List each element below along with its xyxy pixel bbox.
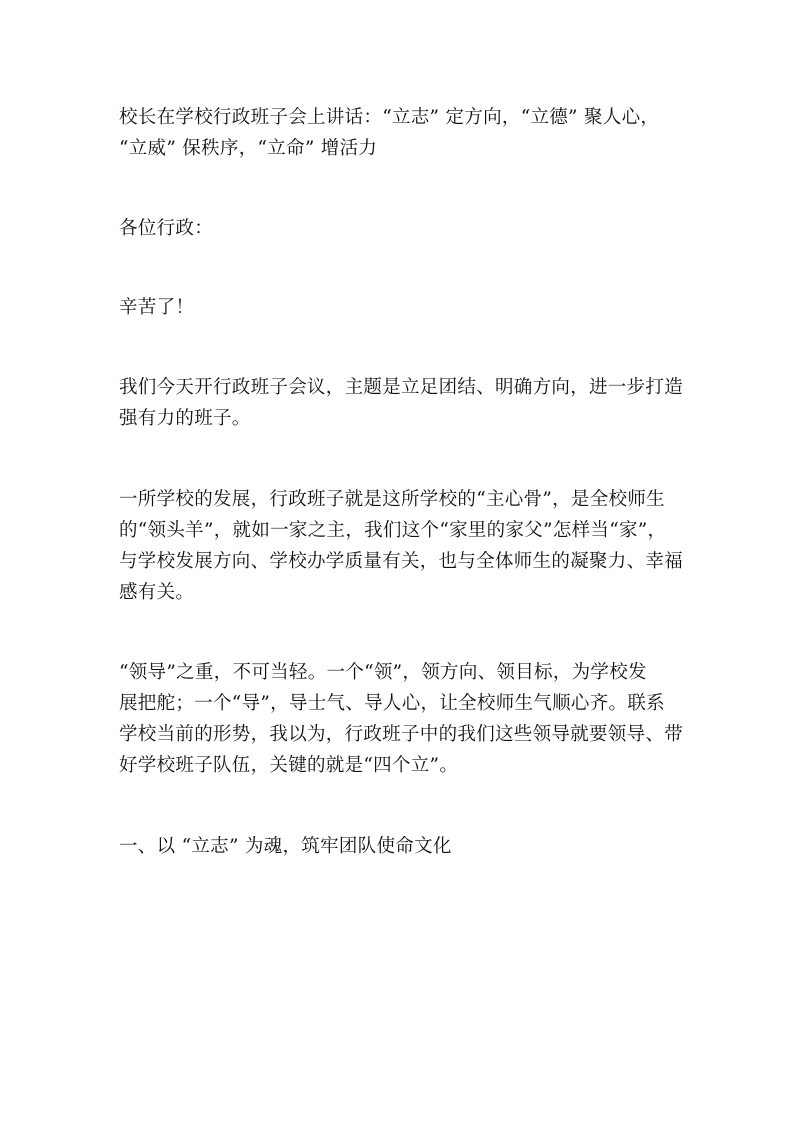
greeting: 各位行政： [119, 218, 214, 239]
paragraph-line: 强有力的班子。 [119, 408, 251, 429]
intro-paragraph [119, 372, 689, 434]
paragraph-line: 感有关。 [119, 582, 195, 603]
leadership-paragraph [119, 657, 689, 781]
thanks-line: 辛苦了！ [119, 297, 195, 318]
paragraph-line: 学校当前的形势，我以为，行政班子中的我们这些领导就要领导、带 [119, 724, 684, 745]
paragraph-line: 的“领头羊”，就如一家之主，我们这个“家里的家父”怎样当“家”， [119, 520, 667, 541]
paragraph-line: 展把舵；一个“导”，导士气、导人心，让全校师生气顺心齐。联系 [119, 693, 665, 714]
paragraph-line: “领导”之重，不可当轻。一个“领”，领方向、领目标，为学校发 [119, 662, 647, 683]
section-heading: 一、以 “立志” 为魂，筑牢团队使命文化 [119, 836, 452, 857]
paragraph-line: 我们今天开行政班子会议，主题是立足团结、明确方向，进一步打造 [119, 377, 684, 398]
document-page [119, 102, 689, 862]
title-line: “立威” 保秩序，“立命” 增活力 [119, 138, 378, 159]
speech-title [119, 102, 689, 164]
paragraph-line: 与学校发展方向、学校办学质量有关，也与全体师生的凝聚力、幸福 [119, 551, 684, 572]
paragraph-line: 一所学校的发展，行政班子就是这所学校的“主心骨”，是全校师生 [119, 489, 665, 510]
development-paragraph [119, 484, 689, 608]
title-line: 校长在学校行政班子会上讲话：“立志” 定方向，“立德” 聚人心， [119, 107, 660, 128]
paragraph-line: 好学校班子队伍，关键的就是“四个立”。 [119, 755, 459, 776]
